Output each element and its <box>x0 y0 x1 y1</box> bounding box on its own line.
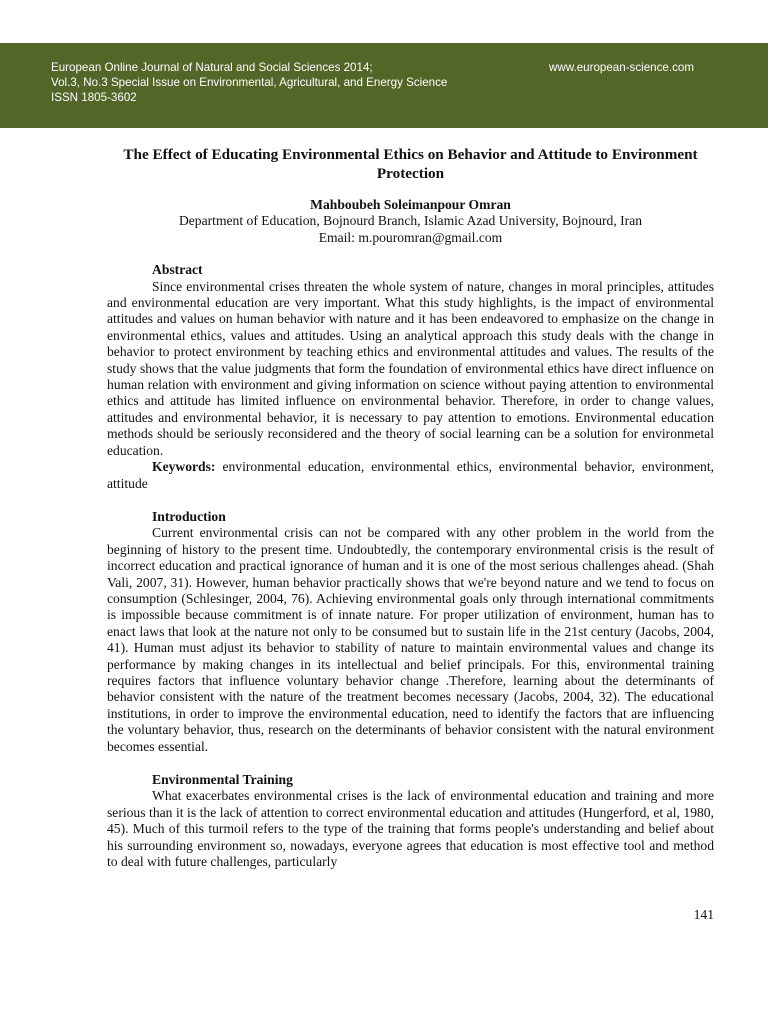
keywords-text: environmental education, environmental ethics, environmental behavior, environment, attitude <box>107 459 714 491</box>
journal-header-band <box>0 43 768 128</box>
abstract-heading: Abstract <box>152 262 203 278</box>
introduction-text: Current environmental crisis can not be compared with any other problem in the world from the beginning of history to the present time. Undoubtedly, the contemporary environmental crisis is the result of incorrect education and practical ignorance of human and it is one of the most serious challenges ahead. (Shah Vali, 2007, 31). However, human behavior practically shows that we're beyond nature and we tend to focus on consumption (Schlesinger, 2004, 76). Achieving environmental goals only through international commitments is impossible because commitment is of innate nature. For proper utilization of environment, human has to enact laws that look at the nature not only to be consumed but to sustain life in the 21st century (Jacobs, 2004, 41). Human must adjust its behavior to stability of nature to maintain environmental values and change its performance by making changes in its intellectual and belief principals. For this, environmental training requires factors that influence voluntary behavior change .Therefore, learning about the determinants of behavior consistent with the nature of the treatment becomes necessary (Jacobs, 2004, 32). The educational institutions, in order to improve the environmental education, need to identify the factors that are influencing the voluntary behavior, thus, research on the determinants of behavior consistent with the natural environment becomes essential. <box>107 525 714 754</box>
journal-issn: ISSN 1805-3602 <box>51 91 137 104</box>
author-affiliation: Department of Education, Bojnourd Branch, Islamic Azad University, Bojnourd, Iran <box>178 213 643 229</box>
journal-name: European Online Journal of Natural and Social Sciences 2014; <box>51 61 373 74</box>
keywords-line <box>107 459 714 492</box>
journal-volume: Vol.3, No.3 Special Issue on Environmental, Agricultural, and Energy Science <box>51 76 448 89</box>
page-number: 141 <box>693 907 714 922</box>
author-email: Email: m.pouromran@gmail.com <box>318 229 503 245</box>
introduction-heading: Introduction <box>152 508 226 524</box>
paper-title: The Effect of Educating Environmental Ethics on Behavior and Attitude to Environment Protection <box>123 146 698 182</box>
author-name: Mahboubeh Soleimanpour Omran <box>310 197 511 212</box>
journal-info <box>51 60 447 105</box>
journal-website: www.european-science.com <box>549 61 694 74</box>
keywords-label: Keywords: <box>152 459 216 475</box>
environmental-training-text: What exacerbates environmental crises is the lack of environmental education and training and more serious than it is the lack of attention to correct environmental education and attitudes (Hungerford, et al, 1980, 45). Much of this turmoil refers to the type of the training that forms people's understanding and belief about his surrounding environment so, nowadays, everyone agrees that education is most effective tool and method to deal with future challenges, particularly <box>107 788 714 870</box>
environmental-training-heading: Environmental Training <box>152 772 293 787</box>
abstract-text: Since environmental crises threaten the whole system of nature, changes in moral principles, attitudes and environmental education are very important. What this study highlights, is the impact of environmental attitudes and values on human behavior with nature and it has been endeavored to emphasize on the change in environmental ethics, values and attitudes. Using an analytical approach this study deals with the change in behavior to protect environment by teaching ethics and environmental attitudes and values. The results of the study shows that the value judgments that form the foundation of environmental ethics have direct influence on human relation with environment and giving information on science without paying attention to environmental ethics and attitude has limited influence on environmental behavior. Therefore, in order to change values, attitudes and environmental behavior, it is necessary to pay attention to emotions. Environmental education methods should be seriously reconsidered and the theory of social learning can be a solution for environmetal education. <box>107 278 714 458</box>
paper-body <box>107 145 714 870</box>
